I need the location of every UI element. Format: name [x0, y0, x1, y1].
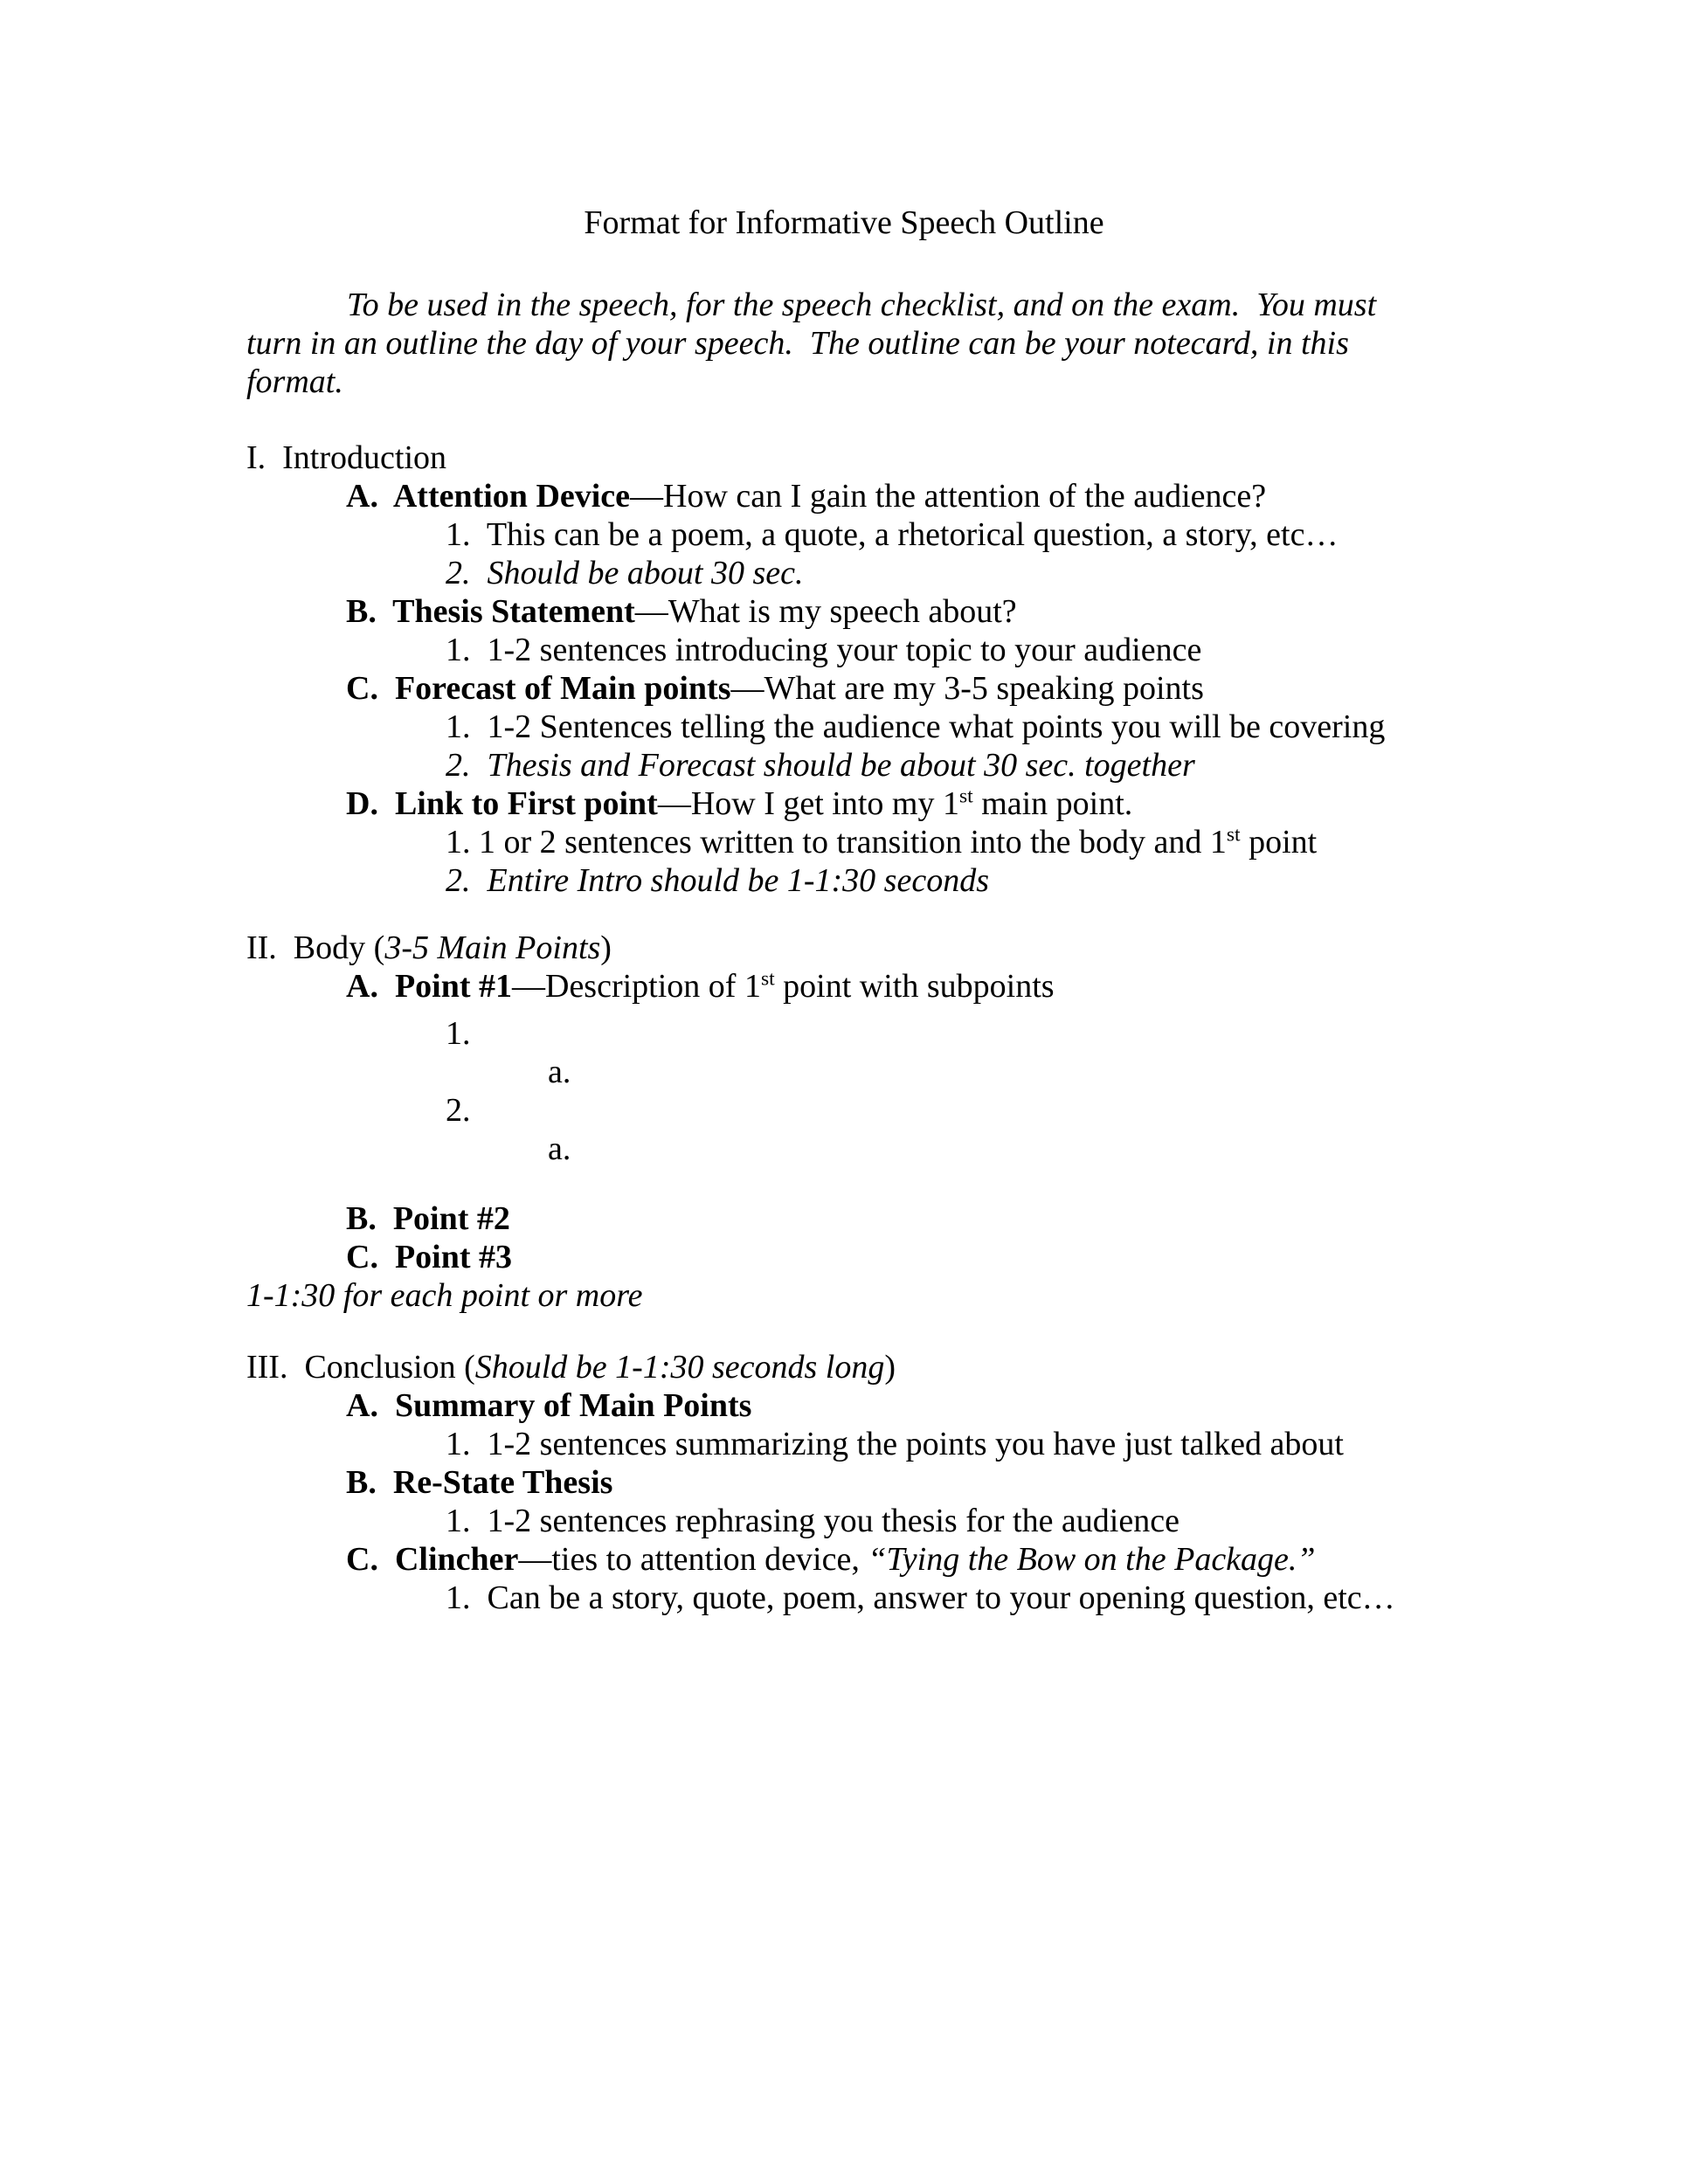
section-ii-heading	[0, 929, 1688, 967]
section-ii-heading-italic: 3-5 Main Points	[384, 930, 601, 966]
item-ii-b: B. Point #2	[346, 1200, 510, 1237]
superscript-st: st	[1226, 823, 1241, 847]
item-iii-a: A. Summary of Main Points	[346, 1387, 752, 1424]
item-ii-c: C. Point #3	[346, 1239, 512, 1275]
section-iii-heading	[0, 1348, 1688, 1386]
item-iii-b-1: 1. 1-2 sentences rephrasing you thesis for the audience	[446, 1503, 1180, 1539]
item-ii-a-text-1: —Description of 1	[512, 968, 761, 1005]
superscript-st: st	[958, 784, 973, 808]
section-i-heading: I. Introduction	[246, 439, 447, 476]
section-conclusion	[0, 1348, 1688, 1617]
item-iii-c-text: —ties to attention device,	[518, 1541, 868, 1578]
section-iii-heading-italic: Should be 1-1:30 seconds long	[474, 1349, 885, 1386]
item-i-b	[0, 592, 1688, 631]
item-i-d-text-2: main point.	[972, 785, 1133, 822]
item-ii-a-1: 1.	[446, 1015, 471, 1052]
item-i-a-text: —How can I gain the attention of the audience?	[630, 478, 1267, 515]
item-i-b-text: —What is my speech about?	[634, 593, 1017, 630]
item-i-a	[0, 477, 1688, 515]
item-i-c-text: —What are my 3-5 speaking points	[730, 670, 1204, 707]
item-iii-c-label: C. Clincher	[346, 1541, 519, 1578]
item-iii-c-1: 1. Can be a story, quote, poem, answer to your opening question, etc…	[446, 1579, 1395, 1616]
item-i-d	[0, 784, 1688, 823]
item-iii-a-1: 1. 1-2 sentences summarizing the points you have just talked about	[446, 1426, 1344, 1462]
item-i-d-text-1: —How I get into my 1	[657, 785, 959, 822]
item-ii-a-1-a: a.	[548, 1054, 571, 1090]
section-iii-heading-pre: III. Conclusion (	[246, 1349, 475, 1386]
item-iii-b: B. Re-State Thesis	[346, 1464, 613, 1501]
paragraph-line-2: turn in an outline the day of your speech. The outline can be your notecard, in this	[246, 325, 1349, 362]
item-i-d-1-text-1: 1. 1 or 2 sentences written to transition into the body and 1	[446, 824, 1227, 860]
item-iii-c	[0, 1540, 1688, 1579]
section-ii-heading-post: )	[600, 930, 612, 966]
item-i-d-1	[0, 823, 1688, 861]
body-timing-note: 1-1:30 for each point or more	[246, 1277, 643, 1314]
item-i-c-label: C. Forecast of Main points	[346, 670, 731, 707]
page-title: Format for Informative Speech Outline	[584, 204, 1104, 241]
section-iii-heading-post: )	[884, 1349, 896, 1386]
item-ii-a-label: A. Point #1	[346, 968, 512, 1005]
item-i-b-label: B. Thesis Statement	[346, 593, 635, 630]
intro-paragraph	[0, 286, 1688, 401]
item-i-a-label: A. Attention Device	[346, 478, 631, 515]
superscript-st: st	[760, 967, 775, 991]
item-i-c-2: 2. Thesis and Forecast should be about 30 sec. together	[446, 747, 1195, 784]
item-ii-a-2-a: a.	[548, 1130, 571, 1167]
item-i-a-1: 1. This can be a poem, a quote, a rhetorical question, a story, etc…	[446, 516, 1339, 553]
item-iii-c-quote: “Tying the Bow on the Package.”	[868, 1541, 1316, 1578]
item-i-d-1-text-2: point	[1240, 824, 1318, 860]
section-ii-heading-pre: II. Body (	[246, 930, 385, 966]
item-i-c	[0, 669, 1688, 708]
item-i-c-1: 1. 1-2 Sentences telling the audience what points you will be covering	[446, 708, 1386, 745]
paragraph-line-1: To be used in the speech, for the speech checklist, and on the exam. You must	[347, 287, 1377, 323]
paragraph-line-3: format.	[246, 363, 343, 400]
section-body	[0, 929, 1688, 1315]
item-ii-a	[0, 967, 1688, 1006]
section-introduction	[0, 439, 1688, 900]
item-ii-a-text-2: point with subpoints	[774, 968, 1055, 1005]
item-i-b-1: 1. 1-2 sentences introducing your topic to your audience	[446, 632, 1202, 668]
item-i-d-label: D. Link to First point	[346, 785, 658, 822]
item-ii-a-2: 2.	[446, 1092, 471, 1129]
item-i-d-2: 2. Entire Intro should be 1-1:30 seconds	[446, 862, 989, 899]
item-i-a-2: 2. Should be about 30 sec.	[446, 555, 804, 591]
